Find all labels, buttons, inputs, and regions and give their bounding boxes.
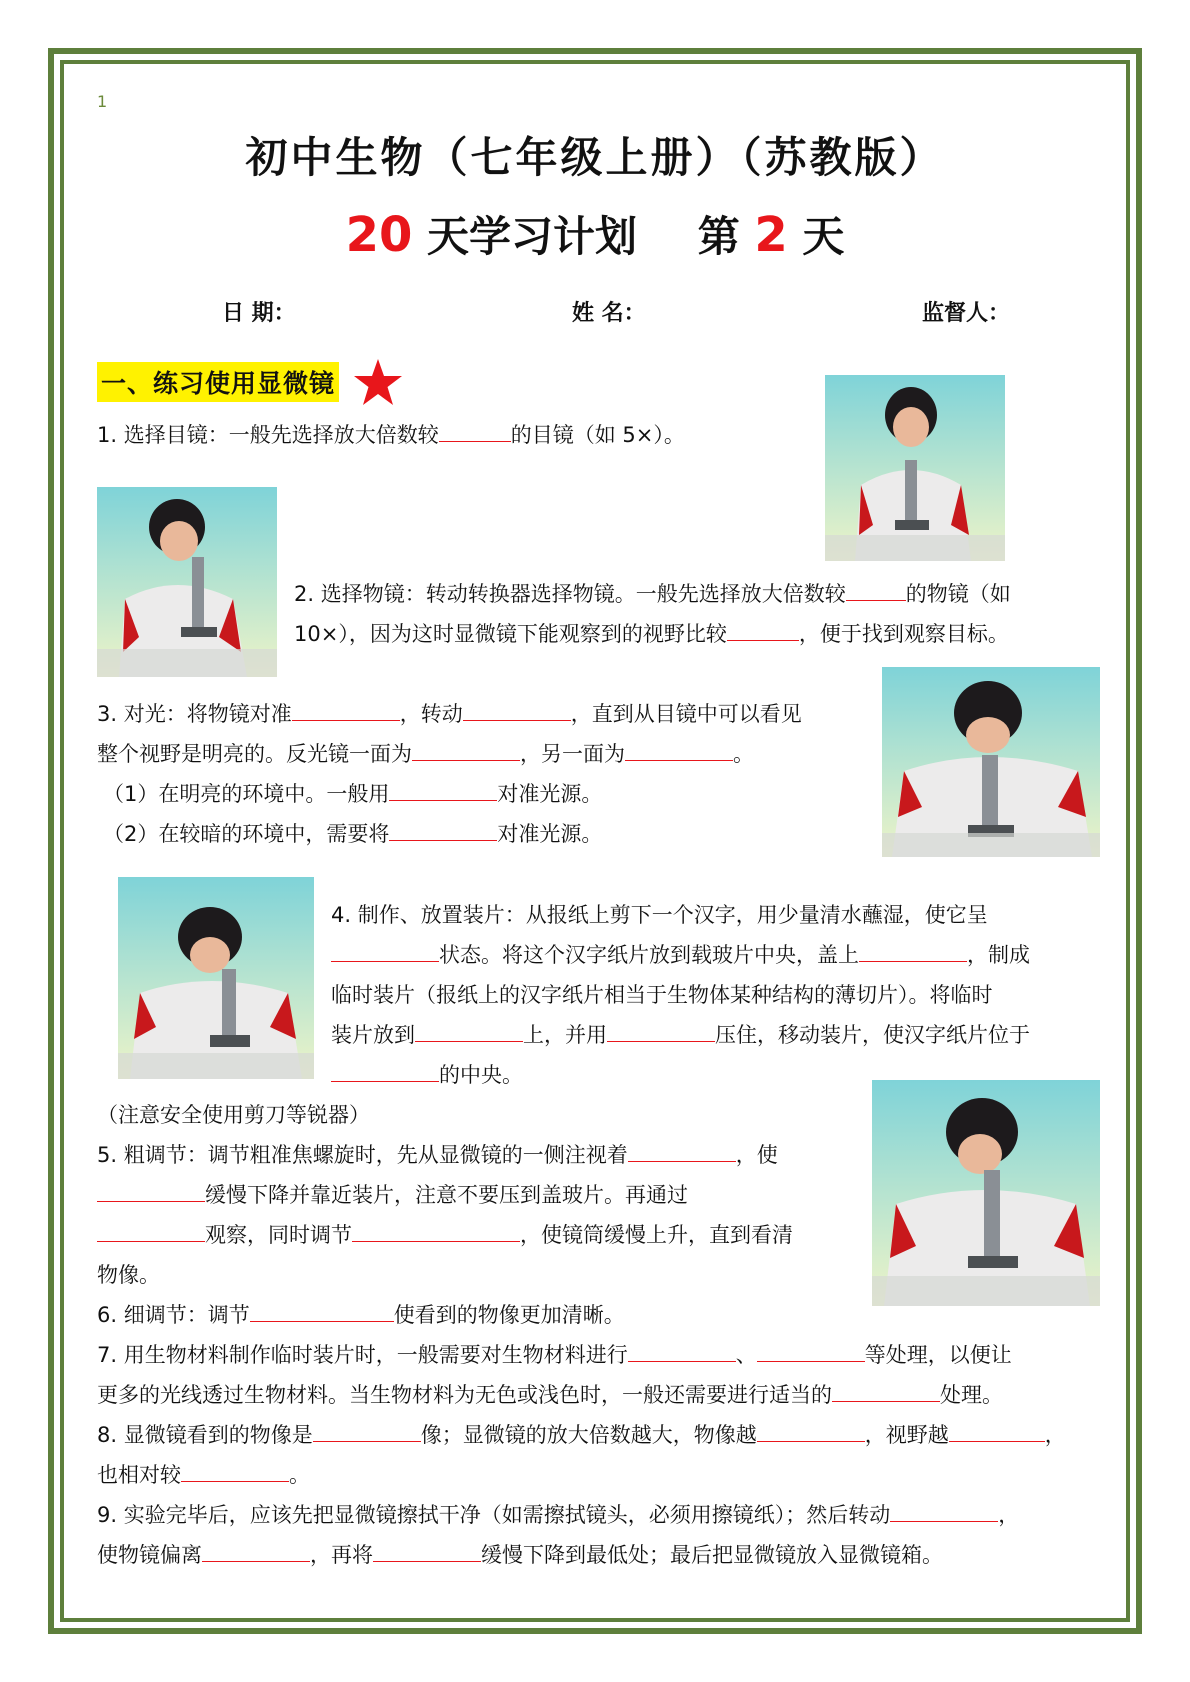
question-5-line-4 xyxy=(97,1255,160,1295)
question-7-line-2 xyxy=(97,1375,1003,1415)
q2-text-d: ，便于找到观察目标。 xyxy=(798,622,1009,646)
question-2-line-1 xyxy=(294,574,1011,614)
q3-text-i: （2）在较暗的环境中，需要将 xyxy=(103,822,390,846)
day-count: 20 xyxy=(345,207,413,263)
date-field-label: 日 期： xyxy=(222,301,296,326)
q7-text-e: 处理。 xyxy=(940,1383,1003,1407)
q4-blank-4[interactable] xyxy=(607,1015,715,1042)
q2-blank-2[interactable] xyxy=(727,614,799,641)
q4-text-c: ，制成 xyxy=(967,943,1030,967)
q4-text-h: 的中央。 xyxy=(439,1063,523,1087)
q5-text-c: 缓慢下降并靠近装片，注意不要压到盖玻片。再通过 xyxy=(205,1183,688,1207)
q5-text-e: ，使镜筒缓慢上升，直到看清 xyxy=(520,1223,793,1247)
q9-text-a: 9. 实验完毕后，应该先把显微镜擦拭干净（如需擦拭镜头，必须用擦镜纸）；然后转动 xyxy=(97,1503,891,1527)
question-3-line-3 xyxy=(103,774,602,814)
question-9-line-2 xyxy=(97,1535,943,1575)
q6-text-a: 6. 细调节：调节 xyxy=(97,1303,250,1327)
q4-blank-3[interactable] xyxy=(415,1015,523,1042)
q5-blank-2[interactable] xyxy=(97,1175,205,1202)
q8-text-b: 像；显微镜的放大倍数越大，物像越 xyxy=(420,1423,757,1447)
day-prefix: 第 xyxy=(697,212,740,261)
q9-blank-3[interactable] xyxy=(373,1535,481,1562)
question-4-line-5 xyxy=(331,1055,523,1095)
q8-blank-1[interactable] xyxy=(313,1415,421,1442)
q4-text-a: 4. 制作、放置装片：从报纸上剪下一个汉字，用少量清水蘸湿，使它呈 xyxy=(331,903,988,927)
q1-text-b: 的目镜（如 5×）。 xyxy=(510,423,685,447)
q3-blank-5[interactable] xyxy=(389,774,497,801)
q9-blank-1[interactable] xyxy=(890,1495,998,1522)
q8-text-f: 。 xyxy=(289,1463,310,1487)
question-8-line-2 xyxy=(97,1455,310,1495)
q4-blank-5[interactable] xyxy=(331,1055,439,1082)
q5-text-a: 5. 粗调节：调节粗准焦螺旋时，先从显微镜的一侧注视着 xyxy=(97,1143,628,1167)
q2-text-a: 2. 选择物镜：转动转换器选择物镜。一般先选择放大倍数较 xyxy=(294,582,846,606)
red-star-icon xyxy=(353,358,403,406)
q1-blank[interactable] xyxy=(439,415,511,442)
q8-blank-3[interactable] xyxy=(949,1415,1045,1442)
photo-student-turning-nosepiece xyxy=(97,487,277,677)
section-title: 一、练习使用显微镜 xyxy=(97,362,339,402)
question-8-line-1 xyxy=(97,1415,1066,1455)
q8-text-d: ， xyxy=(1044,1423,1066,1447)
page-number: 1 xyxy=(97,92,108,111)
q1-text-a: 1. 选择目镜：一般先选择放大倍数较 xyxy=(97,423,439,447)
q5-blank-4[interactable] xyxy=(352,1215,520,1242)
q3-blank-6[interactable] xyxy=(389,814,497,841)
question-6-line xyxy=(97,1295,625,1335)
q9-blank-2[interactable] xyxy=(202,1535,310,1562)
q9-text-b: ， xyxy=(998,1503,1020,1527)
q7-text-a: 7. 用生物材料制作临时装片时，一般需要对生物材料进行 xyxy=(97,1343,628,1367)
question-4-line-1 xyxy=(331,895,988,935)
q7-blank-2[interactable] xyxy=(757,1335,865,1362)
question-5-line-1 xyxy=(97,1135,778,1175)
photo-student-selecting-eyepiece xyxy=(825,375,1005,561)
photo-student-adjusting-light xyxy=(882,667,1100,857)
q2-text-b: 的物镜（如 xyxy=(905,582,1011,606)
question-4-line-4 xyxy=(331,1015,1030,1055)
q4-text-e: 装片放到 xyxy=(331,1023,415,1047)
question-5-line-2 xyxy=(97,1175,688,1215)
section-header xyxy=(97,358,403,406)
photo-student-placing-slide xyxy=(118,877,314,1079)
q7-blank-1[interactable] xyxy=(628,1335,736,1362)
q3-text-j: 对准光源。 xyxy=(497,822,603,846)
q5-blank-3[interactable] xyxy=(97,1215,205,1242)
photo-student-focusing xyxy=(872,1080,1100,1306)
question-3-line-1 xyxy=(97,694,802,734)
q3-text-f: 。 xyxy=(733,742,754,766)
q4-text-f: 上，并用 xyxy=(523,1023,607,1047)
q5-text-b: ，使 xyxy=(735,1143,778,1167)
question-9-line-1 xyxy=(97,1495,1019,1535)
q9-text-c: 使物镜偏离 xyxy=(97,1543,202,1567)
q3-text-b: ，转动 xyxy=(399,702,463,726)
q8-text-c: ，视野越 xyxy=(864,1423,949,1447)
question-5-line-3 xyxy=(97,1215,793,1255)
question-7-line-1 xyxy=(97,1335,1012,1375)
q3-text-a: 3. 对光：将物镜对准 xyxy=(97,702,292,726)
day-suffix: 天 xyxy=(802,212,845,261)
question-4-line-3 xyxy=(331,975,993,1015)
q3-blank-2[interactable] xyxy=(463,694,571,721)
page-subtitle xyxy=(0,204,1190,264)
q4-blank-1[interactable] xyxy=(331,935,439,962)
q5-text-d: 观察，同时调节 xyxy=(205,1223,352,1247)
q3-text-h: 对准光源。 xyxy=(497,782,603,806)
q5-text-f: 物像。 xyxy=(97,1263,160,1287)
day-number: 2 xyxy=(754,207,788,263)
q8-text-a: 8. 显微镜看到的物像是 xyxy=(97,1423,313,1447)
q6-text-b: 使看到的物像更加清晰。 xyxy=(393,1303,625,1327)
q6-blank[interactable] xyxy=(250,1295,394,1322)
q4-text-g: 压住，移动装片，使汉字纸片位于 xyxy=(715,1023,1030,1047)
q3-blank-1[interactable] xyxy=(292,694,400,721)
q8-blank-2[interactable] xyxy=(757,1415,865,1442)
question-3-line-4 xyxy=(103,814,602,854)
q3-text-c: ，直到从目镜中可以看见 xyxy=(570,702,802,726)
question-1-line xyxy=(97,415,685,455)
q7-text-b: 、 xyxy=(735,1343,757,1367)
q3-text-d: 整个视野是明亮的。反光镜一面为 xyxy=(97,742,412,766)
q8-text-e: 也相对较 xyxy=(97,1463,181,1487)
q2-text-c: 10×），因为这时显微镜下能观察到的视野比较 xyxy=(294,622,727,646)
q3-text-e: ，另一面为 xyxy=(520,742,625,766)
q3-blank-4[interactable] xyxy=(625,734,733,761)
safety-note: （注意安全使用剪刀等锐器） xyxy=(97,1103,370,1127)
question-3-line-2 xyxy=(97,734,754,774)
question-2-line-2 xyxy=(294,614,1009,654)
name-field-label: 姓 名： xyxy=(572,301,646,326)
q7-blank-3[interactable] xyxy=(832,1375,940,1402)
q4-text-b: 状态。将这个汉字纸片放到载玻片中央，盖上 xyxy=(439,943,859,967)
supervisor-field-label: 监督人： xyxy=(922,301,1011,326)
page-title: 初中生物（七年级上册）（苏教版） xyxy=(245,133,945,182)
q4-blank-2[interactable] xyxy=(859,935,967,962)
q9-text-d: ，再将 xyxy=(310,1543,373,1567)
q4-text-d: 临时装片（报纸上的汉字纸片相当于生物体某种结构的薄切片）。将临时 xyxy=(331,983,993,1007)
q5-blank-1[interactable] xyxy=(628,1135,736,1162)
q8-blank-4[interactable] xyxy=(181,1455,289,1482)
q9-text-e: 缓慢下降到最低处；最后把显微镜放入显微镜箱。 xyxy=(481,1543,943,1567)
q7-text-c: 等处理，以便让 xyxy=(864,1343,1012,1367)
question-4-line-2 xyxy=(331,935,1030,975)
q2-blank-1[interactable] xyxy=(846,574,906,601)
q7-text-d: 更多的光线透过生物材料。当生物材料为无色或浅色时，一般还需要进行适当的 xyxy=(97,1383,832,1407)
q3-text-g: （1）在明亮的环境中。一般用 xyxy=(103,782,390,806)
q3-blank-3[interactable] xyxy=(412,734,520,761)
plan-label: 天学习计划 xyxy=(427,212,638,261)
